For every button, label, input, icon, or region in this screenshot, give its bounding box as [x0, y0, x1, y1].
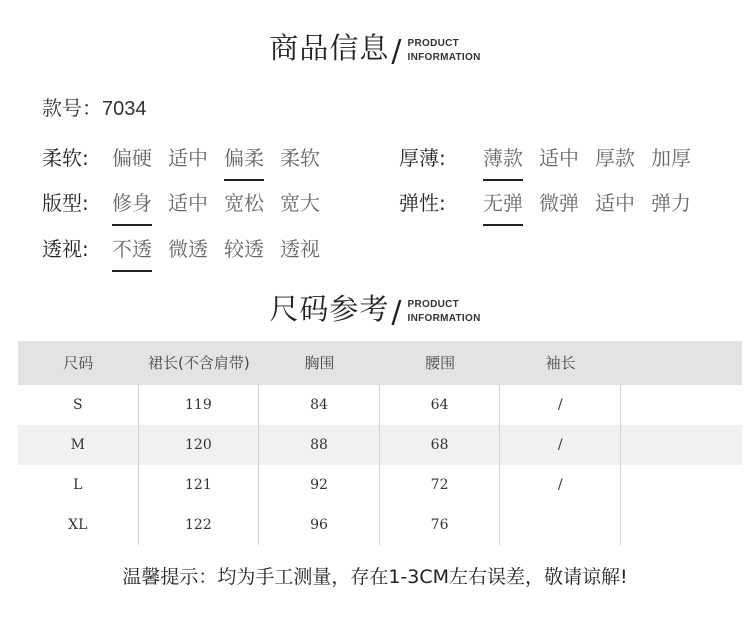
style-number-value: 7034	[102, 98, 147, 120]
attr-option: 较透	[224, 236, 264, 261]
attr-option: 柔软	[280, 145, 320, 170]
table-cell	[621, 505, 742, 545]
table-cell	[500, 505, 621, 545]
attr-row-softness	[42, 141, 336, 171]
attr-label: 透视:	[42, 236, 89, 261]
size-table	[18, 341, 742, 545]
title-cn: 商品信息	[269, 31, 390, 65]
style-number	[42, 92, 147, 121]
title-en-line1: PRODUCT	[407, 299, 460, 310]
table-cell	[621, 465, 742, 505]
attr-option: 无弹	[483, 187, 523, 216]
attr-options	[112, 233, 336, 262]
title-cn: 尺码参考	[269, 292, 390, 326]
table-header-cell: 裙长(不含肩带)	[148, 354, 250, 372]
table-cell: 88	[259, 425, 380, 465]
attr-option: 修身	[112, 187, 152, 216]
table-cell	[621, 425, 742, 465]
attr-option: 偏柔	[224, 142, 264, 171]
title-en-line2: INFORMATION	[407, 313, 481, 324]
attr-label: 版型:	[42, 190, 89, 215]
attr-label: 厚薄:	[399, 145, 446, 170]
attr-option: 适中	[539, 145, 579, 170]
table-cell: 122	[139, 505, 260, 545]
table-cell: /	[500, 465, 621, 505]
table-cell: L	[18, 465, 139, 505]
measurement-note: 温馨提示：均为手工测量，存在1-3CM左右误差，敬请谅解!	[122, 566, 628, 588]
title-en-line1: PRODUCT	[407, 38, 460, 49]
table-cell: 120	[139, 425, 260, 465]
attr-row-thickness	[399, 141, 707, 171]
table-cell: XL	[18, 505, 139, 545]
title-slash: /	[391, 34, 402, 69]
attr-option: 厚款	[595, 145, 635, 170]
table-header-row	[18, 341, 742, 385]
table-header-cell: 腰围	[425, 354, 456, 372]
attr-label: 弹性:	[399, 190, 446, 215]
table-cell: /	[500, 385, 621, 425]
attr-option: 偏硬	[112, 145, 152, 170]
table-cell: 96	[259, 505, 380, 545]
attr-row-transparency	[42, 232, 336, 262]
attr-options	[483, 142, 707, 171]
table-header-cell	[621, 341, 742, 385]
size-reference-title	[0, 287, 750, 328]
title-en	[408, 37, 481, 65]
title-slash: /	[391, 295, 402, 330]
table-cell: 68	[380, 425, 501, 465]
product-info-title	[0, 26, 750, 67]
attr-option: 透视	[280, 236, 320, 261]
attr-option: 加厚	[651, 145, 691, 170]
attr-option: 适中	[595, 190, 635, 215]
table-header-cell: 胸围	[304, 354, 335, 372]
table-row	[18, 505, 742, 545]
attr-row-elasticity	[399, 186, 707, 216]
attr-options	[483, 187, 707, 216]
table-cell: 121	[139, 465, 260, 505]
table-header-cell: 尺码	[63, 354, 94, 372]
attr-option: 微透	[168, 236, 208, 261]
table-cell: 76	[380, 505, 501, 545]
table-row	[18, 385, 742, 425]
table-cell: 84	[259, 385, 380, 425]
table-row	[18, 425, 742, 465]
attr-option: 适中	[168, 145, 208, 170]
title-en	[408, 298, 481, 326]
table-cell: 64	[380, 385, 501, 425]
table-cell: 119	[139, 385, 260, 425]
attr-label: 柔软:	[42, 145, 89, 170]
attr-option: 宽大	[280, 190, 320, 215]
table-cell: 92	[259, 465, 380, 505]
attr-option: 薄款	[483, 142, 523, 171]
style-number-label: 款号：	[42, 96, 102, 120]
table-cell: M	[18, 425, 139, 465]
table-row	[18, 465, 742, 505]
attr-option: 弹力	[651, 190, 691, 215]
attr-option: 适中	[168, 190, 208, 215]
attr-option: 不透	[112, 233, 152, 262]
attr-options	[112, 187, 336, 216]
attr-option: 宽松	[224, 190, 264, 215]
attr-options	[112, 142, 336, 171]
table-cell: 72	[380, 465, 501, 505]
attr-option: 微弹	[539, 190, 579, 215]
title-en-line2: INFORMATION	[407, 52, 481, 63]
attr-row-fit	[42, 186, 336, 216]
table-cell	[621, 385, 742, 425]
table-cell: /	[500, 425, 621, 465]
table-cell: S	[18, 385, 139, 425]
table-header-cell: 袖长	[545, 354, 576, 372]
